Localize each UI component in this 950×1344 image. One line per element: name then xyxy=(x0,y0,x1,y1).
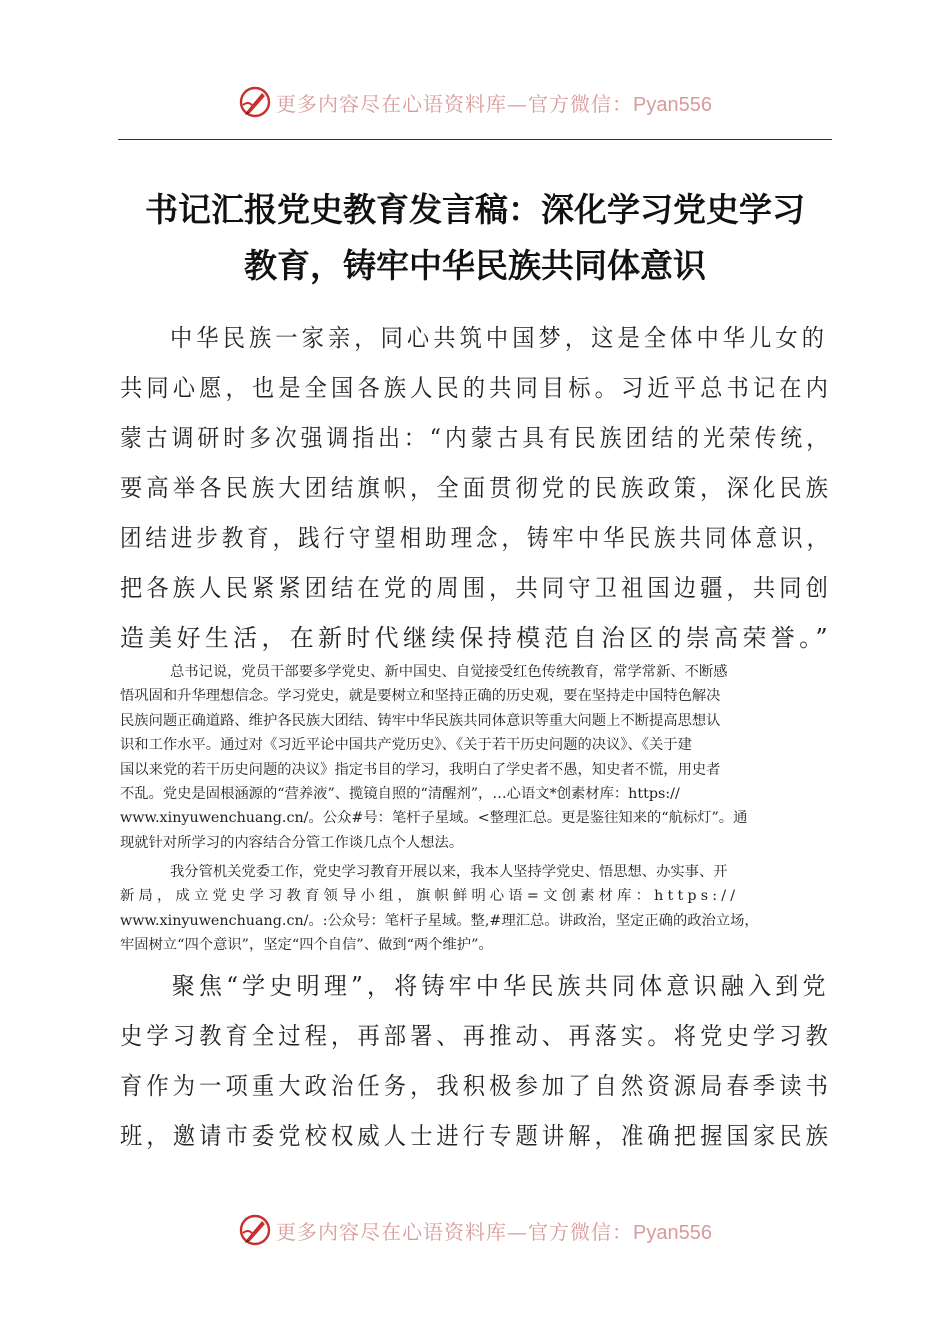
text-line: 育作为一项重大政治任务，我积极参加了自然资源局春季读书 xyxy=(120,1072,832,1100)
paragraph-3 xyxy=(120,860,832,958)
text-line: 新局，成立党史学习教育领导小组，旗帜鲜明心语=文创素材库：https:// xyxy=(120,888,740,905)
header-watermark-text: 更多内容尽在心语资料库—官方微信：Pyan556 xyxy=(276,91,712,116)
text-line: 团结进步教育，践行守望相助理念，铸牢中华民族共同体意识， xyxy=(120,524,833,552)
text-line: 悟巩固和升华理想信念。学习党史，就是要树立和坚持正确的历史观，要在坚持走中国特色解决 xyxy=(120,688,721,705)
text-line: 民族问题正确道路、维护各民族大团结、铸牢中华民族共同体意识等重大问题上不断提高思想认 xyxy=(120,712,721,729)
title-line-1: 书记汇报党史教育发言稿：深化学习党史学习 xyxy=(145,190,805,229)
text-line: www.xinyuwenchuang.cn/。公众#号：笔杆子星域。<整理汇总。更是鉴往知来的“航标灯”。通 xyxy=(120,810,748,827)
header-rule xyxy=(118,139,832,140)
text-line: 把各族人民紧紧团结在党的周围，共同守卫祖国边疆，共同创 xyxy=(120,574,832,602)
text-line: www.xinyuwenchuang.cn/。:公众号：笔杆子星域。整,#理汇总。讲政治，坚定正确的政治立场， xyxy=(120,912,759,929)
document-title xyxy=(100,182,850,294)
title-line-2: 教育，铸牢中华民族共同体意识 xyxy=(244,246,706,285)
paragraph-2 xyxy=(120,660,832,855)
text-line: 蒙古调研时多次强调指出：“内蒙古具有民族团结的光荣传统， xyxy=(120,424,833,452)
text-line: 班，邀请市委党校权威人士进行专题讲解，准确把握国家民族 xyxy=(120,1122,832,1150)
text-line: 共同心愿，也是全国各族人民的共同目标。习近平总书记在内 xyxy=(120,374,832,402)
text-line: 现就针对所学习的内容结合分管工作谈几点个人想法。 xyxy=(120,834,464,851)
text-line: 不乱。党史是固根涵源的“营养液”、揽镜自照的“清醒剂”，…心语文*创素材库：https:// xyxy=(120,785,680,802)
paragraph-1 xyxy=(120,313,832,663)
text-line: 聚焦“学史明理”，将铸牢中华民族共同体意识融入到党 xyxy=(171,972,830,1000)
text-line: 造美好生活，在新时代继续保持模范自治区的崇高荣誉。” xyxy=(120,624,833,652)
header-watermark xyxy=(0,82,950,122)
paragraph-4 xyxy=(120,961,832,1161)
footer-watermark xyxy=(0,1210,950,1250)
footer-watermark-text: 更多内容尽在心语资料库—官方微信：Pyan556 xyxy=(276,1219,712,1244)
text-line: 我分管机关党委工作，党史学习教育开展以来，我本人坚持学党史、悟思想、办实事、开 xyxy=(170,864,728,880)
pen-logo-icon xyxy=(238,1213,272,1247)
pen-logo-icon xyxy=(238,85,272,119)
text-line: 中华民族一家亲，同心共筑中国梦，这是全体中华儿女的 xyxy=(170,324,829,352)
text-line: 国以来党的若干历史问题的决议》指定书目的学习，我明白了学史者不愚，知史者不慌，用史者 xyxy=(120,761,721,778)
text-line: 牢固树立“四个意识”，坚定“四个自信”、做到“两个维护”。 xyxy=(120,937,493,954)
text-line: 要高举各民族大团结旗帜，全面贯彻党的民族政策，深化民族 xyxy=(120,474,832,502)
text-line: 识和工作水平。通过对《习近平论中国共产党历史》、《关于若干历史问题的决议》、《关于建 xyxy=(120,737,692,754)
text-line: 总书记说，党员干部要多学党史、新中国史、自觉接受红色传统教育，常学常新、不断感 xyxy=(170,664,728,680)
text-line: 史学习教育全过程，再部署、再推动、再落实。将党史学习教 xyxy=(120,1022,832,1050)
